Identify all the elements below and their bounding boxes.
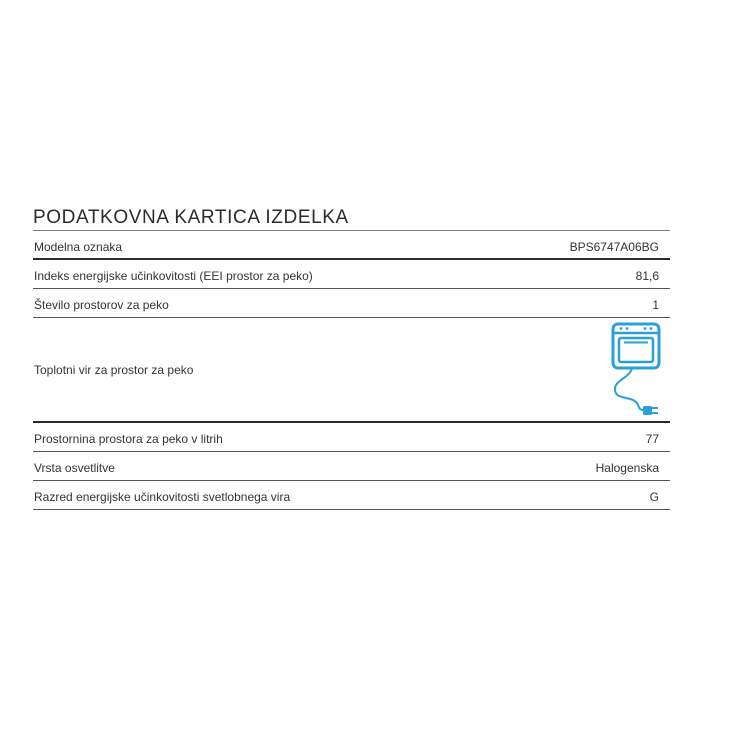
row-label: Razred energijske učinkovitosti svetlobnega vira	[34, 490, 291, 504]
row-label: Prostornina prostora za peko v litrih	[34, 432, 223, 446]
row-value: BPS6747A06BG	[569, 239, 659, 254]
row-label: Toplotni vir za prostor za peko	[34, 362, 194, 377]
row-lighting-type	[33, 452, 670, 481]
row-value: G	[649, 490, 659, 504]
electric-oven-plug-icon	[610, 322, 662, 418]
row-value: Halogenska	[595, 461, 659, 475]
row-label: Modelna oznaka	[34, 239, 123, 254]
row-label: Indeks energijske učinkovitosti (EEI prostor za peko)	[34, 269, 313, 283]
product-data-sheet	[33, 205, 670, 510]
row-energy-efficiency-index	[33, 260, 670, 289]
row-model-designation	[33, 231, 670, 260]
row-label: Število prostorov za peko	[34, 298, 169, 312]
row-value: 1	[652, 298, 659, 312]
sheet-title: PODATKOVNA KARTICA IZDELKA	[33, 207, 349, 228]
row-light-source-efficiency-class	[33, 481, 670, 510]
row-heat-source	[33, 318, 670, 423]
row-cavity-volume	[33, 423, 670, 452]
row-label: Vrsta osvetlitve	[34, 461, 115, 475]
row-number-of-cavities	[33, 289, 670, 318]
row-value: 81,6	[635, 269, 659, 283]
row-value: 77	[645, 432, 659, 446]
